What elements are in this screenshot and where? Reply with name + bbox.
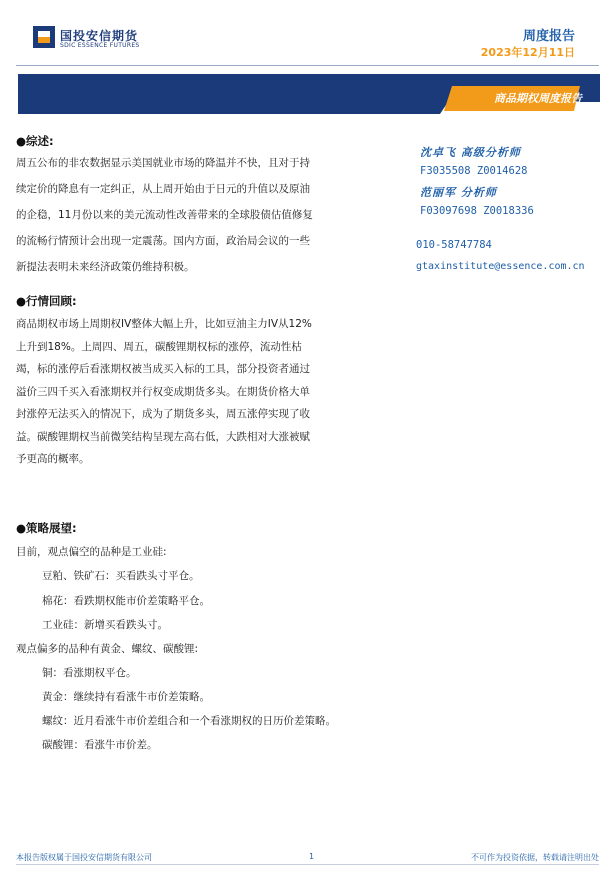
market-review-text: [16, 313, 356, 471]
market-review-line: 封涨停无法买入的情况下，成为了期货多头，周五涨停实现了收: [16, 408, 310, 420]
report-date: 2023年12月11日: [480, 46, 575, 59]
market-review-line: 溢价三四千买入看涨期权并行权变成期货多头。在期货价格大单: [16, 385, 310, 398]
market-review-heading: ●行情回顾:: [16, 294, 77, 308]
summary-line: 周五公布的非农数据显示美国就业市场的降温并不快，且对于持: [16, 157, 310, 169]
market-review-line: 商品期权市场上周期权IV整体大幅上升，比如豆油主力IV从12%: [16, 318, 312, 330]
header-divider: [16, 65, 599, 66]
report-type: 周度报告: [522, 29, 575, 44]
footer-disclaimer: 不可作为投资依据，转载请注明出处: [471, 853, 599, 862]
bearish-item: 工业硅：新增买看跌头寸。: [42, 619, 168, 631]
summary-line: 新提法表明未来经济政策仍维持积极。: [16, 261, 195, 273]
market-review-line: 益。碳酸锂期权当前微笑结构呈现左高右低，大跌相对大涨被赋: [16, 430, 310, 443]
summary-line: 的流畅行情预计会出现一定震荡。国内方面，政治局会议的一些: [16, 235, 310, 247]
company-name-en: SDIC ESSENCE FUTURES: [60, 42, 140, 49]
bullish-item: 碳酸锂：看涨牛市价差。: [42, 739, 158, 751]
analyst-name: 沈卓飞 高级分析师: [420, 146, 521, 159]
market-review-line: 予更高的概率。: [16, 453, 90, 465]
contact-email[interactable]: gtaxinstitute@essence.com.cn: [416, 261, 585, 272]
bearish-intro: 目前，观点偏空的品种是工业硅:: [16, 546, 167, 558]
bullish-item: 铜：看涨期权平仓。: [42, 667, 137, 679]
market-review-line: 上升到18%。上周四、周五，碳酸锂期权标的涨停，流动性枯: [16, 340, 302, 353]
footer-divider: [16, 864, 599, 865]
summary-heading: ●综述:: [16, 134, 54, 148]
page-number: 1: [309, 852, 315, 861]
market-review-line: 竭，标的涨停后看涨期权被当成买入标的工具，部分投资者通过: [16, 363, 310, 375]
bullish-item: 螺纹：近月看涨牛市价差组合和一个看涨期权的日历价差策略。: [42, 715, 336, 727]
company-logo-icon: [33, 26, 55, 48]
contact-phone: 010-58747784: [416, 239, 492, 251]
summary-line: 的企稳，11月份以来的美元流动性改善带来的全球股债估值修复: [16, 209, 313, 221]
summary-text: [16, 150, 356, 280]
bearish-item: 棉花：看跌期权能市价差策略平仓。: [42, 595, 210, 607]
bearish-item: 豆粕、铁矿石：买看跌头寸平仓。: [42, 570, 200, 582]
analyst-cert: F3035508 Z0014628: [420, 165, 528, 177]
analyst-name: 范丽军 分析师: [420, 186, 497, 199]
analyst-cert: F03097698 Z0018336: [420, 205, 534, 217]
company-name: 国投安信期货: [60, 29, 139, 43]
bullish-intro: 观点偏多的品种有黄金、螺纹、碳酸锂:: [16, 643, 199, 655]
summary-line: 续定价的降息有一定纠正，从上周开始由于日元的升值以及原油: [16, 183, 310, 195]
bullish-item: 黄金：继续持有看涨牛市价差策略。: [42, 691, 210, 703]
footer-copyright: 本报告版权属于国投安信期货有限公司: [16, 853, 152, 862]
strategy-heading: ●策略展望:: [16, 521, 77, 535]
banner-title: 商品期权周度报告: [494, 92, 582, 105]
